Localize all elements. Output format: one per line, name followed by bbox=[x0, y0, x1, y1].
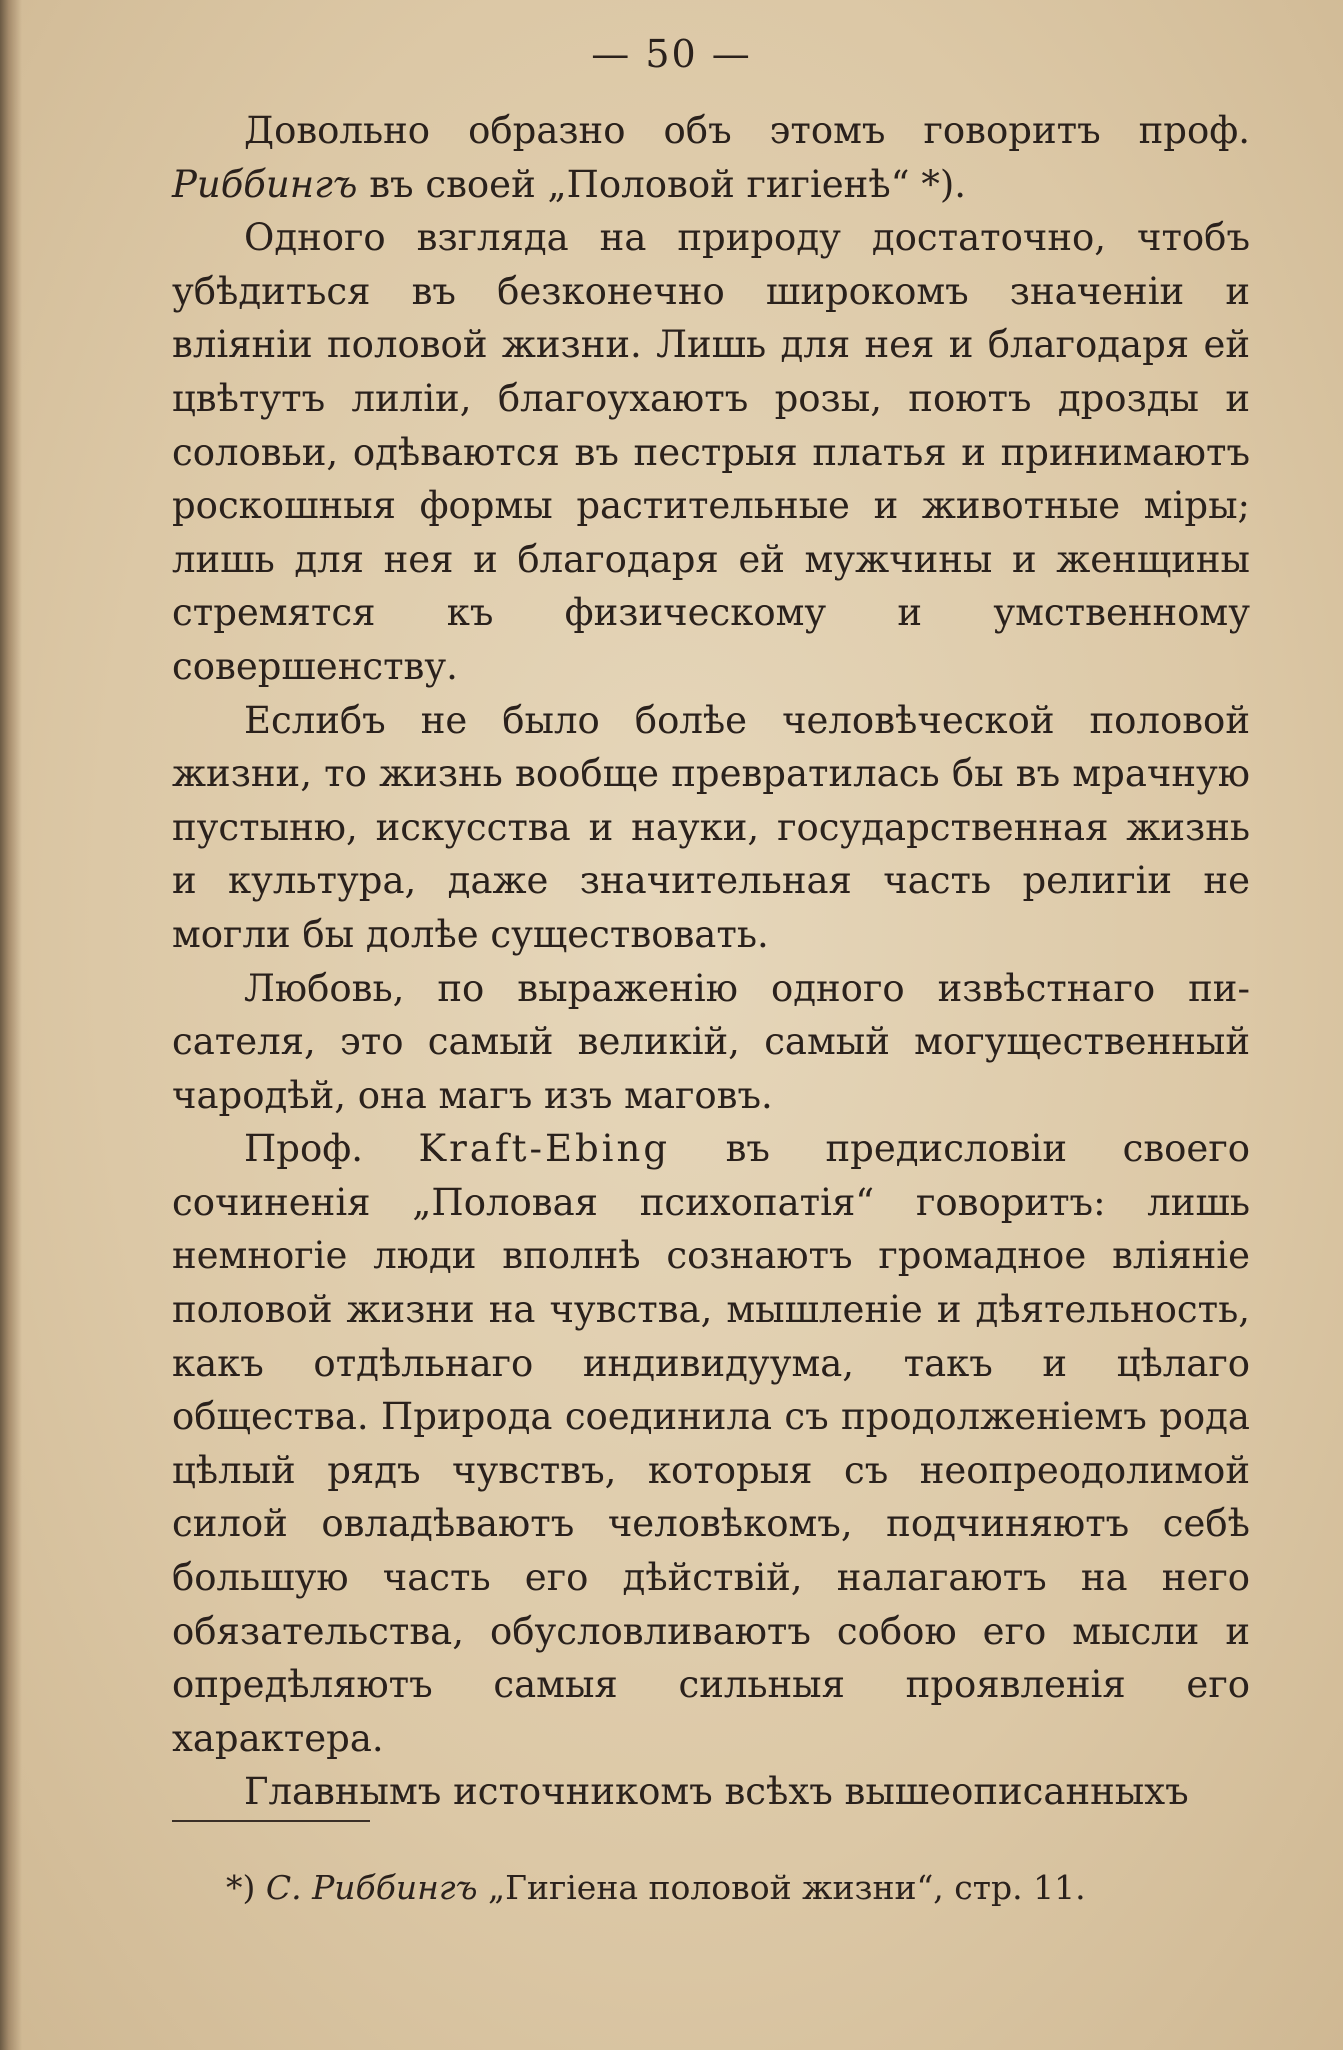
paragraph-5 bbox=[172, 1122, 1250, 1765]
paragraph-5-rest: въ предисловіи своего сочиненія „Половая психопатія“ говоритъ: лишь немногіе люди вполнѣ сознаютъ громадное вліяніе половой жизни на чувства, мышленіе и дѣятельность, какъ отдѣльнаго индивидуума, такъ и цѣлаго общества. Природа соединила съ продолженіемъ рода цѣлый рядъ чувствъ, которыя съ неопреодолимой силой овладѣваютъ человѣкомъ, подчиняютъ себѣ большую часть его дѣйствій, налагаютъ на него обязательства, обусловливаютъ собою его мысли и опредѣляютъ самыя сильныя проявленія его характера. bbox=[172, 1127, 1250, 1760]
footnote-rule bbox=[172, 1820, 370, 1822]
paragraph-6: Главнымъ источникомъ всѣхъ вышеописанныхъ bbox=[244, 1770, 1189, 1814]
author-name-italic: Риббингъ bbox=[172, 162, 358, 206]
paragraph-4: Любовь, по выраженію одного извѣстнаго писателя, это самый великій, самый могущественный чародѣй, она магъ изъ маговъ. bbox=[172, 966, 1250, 1117]
footnote-text: „Гигіена половой жизни“, стр. 11. bbox=[477, 1868, 1086, 1907]
paragraph-2: Одного взгляда на природу достаточно, чтобъ убѣдиться въ безконечно широкомъ значеніи и вліяніи половой жизни. Лишь для нея и благодаря ей цвѣтутъ лиліи, благоухаютъ розы, поютъ дрозды и соловьи, одѣваются въ пестрыя платья и принимаютъ роскошныя формы растительные и животные міры; лишь для нея и благодаря ей мужчины и женщины стремятся къ физическому и умственному совершенству. bbox=[172, 216, 1250, 688]
paragraph-5-lead: Проф. bbox=[244, 1127, 419, 1171]
footnote-author: С. Риббингъ bbox=[265, 1868, 478, 1907]
paragraph-1 bbox=[172, 104, 1250, 211]
page-gutter-shadow bbox=[0, 0, 22, 2050]
footnote bbox=[226, 1866, 1226, 1910]
paragraph-3: Еслибъ не было болѣе человѣческой половой жизни, то жизнь вообще превратилась бы въ мрачную пустыню, искусства и науки, государственная жизнь и культура, даже значительная часть религіи не могли бы долѣе существовать. bbox=[172, 698, 1250, 956]
paragraph-1-rest: въ своей „Половой гигіенѣ“ *). bbox=[357, 162, 967, 206]
page-number: — 50 — bbox=[591, 32, 752, 76]
author-name-spaced: Kraft-Ebing bbox=[418, 1127, 671, 1171]
footnote-marker: *) bbox=[226, 1868, 266, 1907]
main-text bbox=[172, 104, 1250, 1819]
paragraph-1-lead: Довольно образно объ этомъ говоритъ проф. bbox=[244, 109, 1250, 152]
